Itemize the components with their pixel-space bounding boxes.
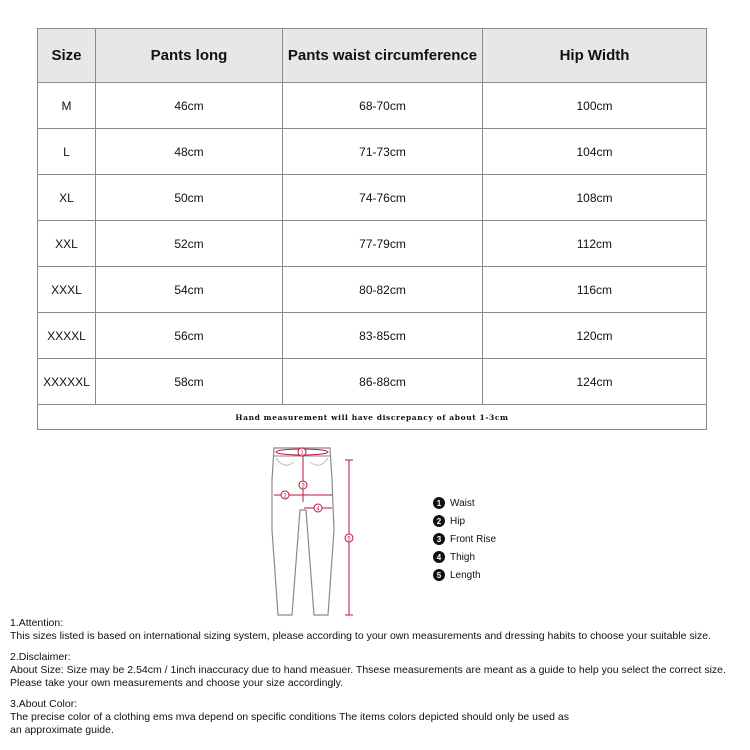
cell-waist: 68-70cm bbox=[283, 83, 483, 129]
note-attention bbox=[10, 617, 745, 643]
legend-number-badge: 1 bbox=[433, 497, 445, 509]
table-header-row bbox=[38, 29, 707, 83]
cell-length: 46cm bbox=[96, 83, 283, 129]
pocket-right bbox=[310, 458, 328, 465]
table-row bbox=[38, 175, 707, 221]
cell-size: XXXXXL bbox=[38, 359, 96, 405]
legend-label: Hip bbox=[450, 515, 466, 527]
header-pants-long: Pants long bbox=[96, 29, 283, 83]
cell-hip: 124cm bbox=[483, 359, 707, 405]
marker-front-rise bbox=[299, 481, 307, 490]
cell-hip: 112cm bbox=[483, 221, 707, 267]
table-row bbox=[38, 221, 707, 267]
note-title: 1.Attention: bbox=[10, 617, 64, 629]
svg-text:4: 4 bbox=[316, 506, 320, 513]
legend-label: Thigh bbox=[450, 551, 476, 563]
measurement-legend bbox=[433, 494, 496, 584]
cell-length: 58cm bbox=[96, 359, 283, 405]
cell-length: 52cm bbox=[96, 221, 283, 267]
cell-size: XL bbox=[38, 175, 96, 221]
cell-hip: 108cm bbox=[483, 175, 707, 221]
cell-size: XXXXL bbox=[38, 313, 96, 359]
note-line: The precise color of a clothing ems mva depend on specific conditions The items colors depicted should only be used as bbox=[10, 711, 569, 723]
cell-size: M bbox=[38, 83, 96, 129]
svg-text:3: 3 bbox=[301, 483, 305, 490]
cell-size: L bbox=[38, 129, 96, 175]
marker-length bbox=[345, 534, 353, 543]
marker-waist bbox=[298, 448, 306, 457]
table-note-row bbox=[38, 405, 707, 430]
svg-text:2: 2 bbox=[283, 493, 287, 500]
note-line: This sizes listed is based on international sizing system, please according to your own measurements and dressing habits to choose your suitable size. bbox=[10, 630, 711, 642]
cell-hip: 104cm bbox=[483, 129, 707, 175]
note-title: 3.About Color: bbox=[10, 698, 78, 710]
header-hip-width: Hip Width bbox=[483, 29, 707, 83]
legend-label: Front Rise bbox=[450, 533, 497, 545]
cell-hip: 116cm bbox=[483, 267, 707, 313]
legend-item-hip bbox=[433, 512, 496, 530]
cell-length: 56cm bbox=[96, 313, 283, 359]
cell-waist: 86-88cm bbox=[283, 359, 483, 405]
pocket-left bbox=[276, 458, 294, 465]
cell-length: 54cm bbox=[96, 267, 283, 313]
cell-length: 48cm bbox=[96, 129, 283, 175]
svg-text:1: 1 bbox=[300, 450, 304, 457]
legend-number-badge: 5 bbox=[433, 569, 445, 581]
legend-item-waist bbox=[433, 494, 496, 512]
legend-number-badge: 4 bbox=[433, 551, 445, 563]
table-row bbox=[38, 267, 707, 313]
notes-section bbox=[10, 617, 745, 745]
note-line: Please take your own measurements and choose your size accordingly. bbox=[10, 677, 344, 689]
table-row bbox=[38, 83, 707, 129]
header-waist: Pants waist circumference bbox=[283, 29, 483, 83]
table-row bbox=[38, 359, 707, 405]
size-chart-table bbox=[37, 28, 707, 430]
measurement-note: Hand measurement will have discrepancy of about 1-3cm bbox=[38, 405, 707, 430]
marker-hip bbox=[281, 491, 289, 500]
cell-size: XXL bbox=[38, 221, 96, 267]
cell-hip: 100cm bbox=[483, 83, 707, 129]
pants-diagram bbox=[256, 440, 366, 620]
legend-label: Waist bbox=[450, 497, 475, 509]
marker-thigh bbox=[314, 504, 322, 513]
legend-number-badge: 2 bbox=[433, 515, 445, 527]
note-disclaimer bbox=[10, 651, 745, 690]
pants-illustration bbox=[256, 440, 366, 620]
legend-item-front-rise bbox=[433, 530, 496, 548]
cell-waist: 71-73cm bbox=[283, 129, 483, 175]
note-line: an approximate guide. bbox=[10, 724, 114, 736]
header-size: Size bbox=[38, 29, 96, 83]
cell-length: 50cm bbox=[96, 175, 283, 221]
cell-waist: 77-79cm bbox=[283, 221, 483, 267]
cell-waist: 74-76cm bbox=[283, 175, 483, 221]
legend-item-thigh bbox=[433, 548, 496, 566]
legend-item-length bbox=[433, 566, 496, 584]
table-row bbox=[38, 129, 707, 175]
svg-text:5: 5 bbox=[347, 536, 351, 543]
table-row bbox=[38, 313, 707, 359]
note-about-color bbox=[10, 698, 745, 737]
cell-waist: 83-85cm bbox=[283, 313, 483, 359]
note-title: 2.Disclaimer: bbox=[10, 651, 71, 663]
cell-hip: 120cm bbox=[483, 313, 707, 359]
cell-waist: 80-82cm bbox=[283, 267, 483, 313]
legend-label: Length bbox=[450, 569, 481, 581]
note-line: About Size: Size may be 2.54cm / 1inch inaccuracy due to hand measuer. Thsese measurements are meant as a guide to help you select the correct size. bbox=[10, 664, 726, 676]
legend-number-badge: 3 bbox=[433, 533, 445, 545]
cell-size: XXXL bbox=[38, 267, 96, 313]
